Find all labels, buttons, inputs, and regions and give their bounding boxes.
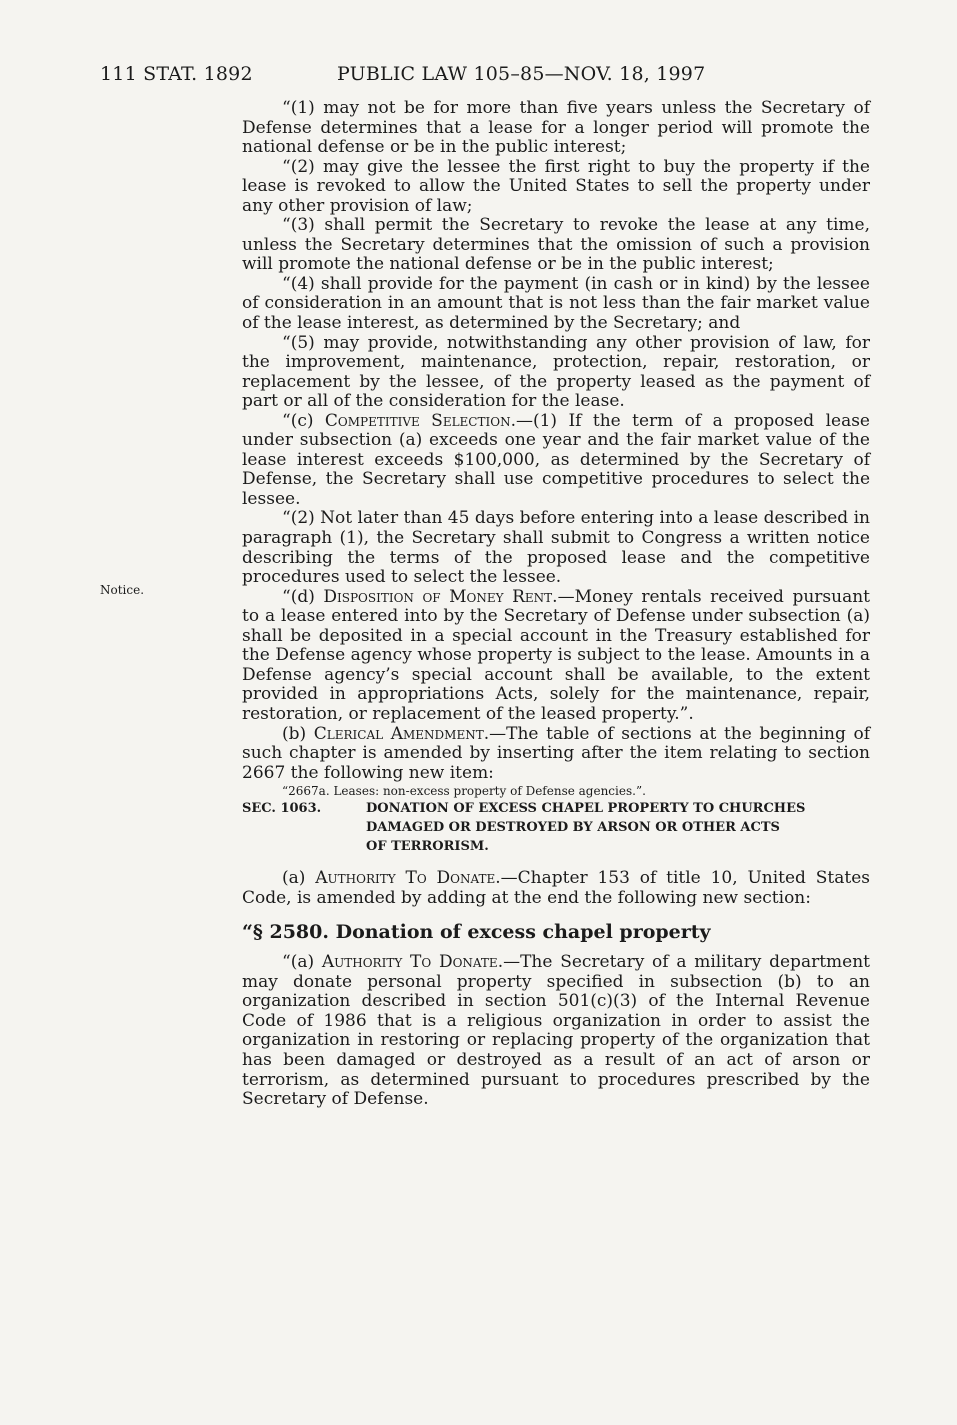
section-title xyxy=(366,799,870,856)
paragraph-5: “(5) may provide, notwithstanding any other provision of law, for the improvement, maintenance, protection, repair, restoration, or replacement by the lessee, of the property leased as the payment of part or all of the consideration for the lease. xyxy=(242,332,870,412)
public-law-citation: PUBLIC LAW 105–85—NOV. 18, 1997 xyxy=(337,63,706,85)
subsection-d-label: “(d) xyxy=(282,586,324,607)
subsection-a-text: .—Chapter 153 of title 10, United States Code, is amended by adding at the end the following new section: xyxy=(242,868,870,908)
section-number: SEC. 1063. xyxy=(242,801,322,817)
subsection-c xyxy=(242,412,870,510)
subsection-a xyxy=(242,869,870,908)
section-title-line-2: DAMAGED OR DESTROYED BY ARSON OR OTHER ACTS xyxy=(366,820,780,836)
new-section-a-label: “(a) xyxy=(282,952,322,973)
paragraph-3: “(3) shall permit the Secretary to revoke the lease at any time, unless the Secretary determines that the omission of such a provision will promote the national defense or be in the public interest; xyxy=(242,215,870,275)
subsection-b-label: (b) xyxy=(282,723,314,744)
paragraph-4: “(4) shall provide for the payment (in cash or in kind) by the lessee of consideration in an amount that is not less than the fair market value of the lease interest, as determined by the Secretary; and xyxy=(242,273,870,334)
stat-citation: 111 STAT. 1892 xyxy=(100,63,253,85)
subsection-a-label: (a) xyxy=(282,868,316,889)
subsection-a-heading: Authority To Donate xyxy=(315,868,496,889)
new-section-a-heading: Authority To Donate xyxy=(321,952,498,973)
subsection-b xyxy=(242,725,870,784)
subsection-b-text: .—The table of sections at the beginning of such chapter is amended by inserting after the item relating to section 2667 the following new item: xyxy=(242,723,870,783)
table-of-sections-entry: “2667a. Leases: non-excess property of Defense agencies.”. xyxy=(282,784,646,799)
section-title-line-3: OF TERRORISM. xyxy=(366,839,489,855)
paragraph-1: “(1) may not be for more than five years unless the Secretary of Defense determines that a lease for a longer period will promote the national defense or be in the public interest; xyxy=(242,98,870,158)
subsection-d-heading: Disposition of Money Rent xyxy=(323,586,553,607)
subsection-c-text: .—(1) If the term of a proposed lease under subsection (a) exceeds one year and the fair market value of the lease interest exceeds $100,000, as determined by the Secretary of Defense, the Secretary shall use competitive procedures to select the lessee. xyxy=(242,410,870,509)
paragraph-2: “(2) may give the lessee the first right to buy the property if the lease is revoked to allow the United States to sell the property under any other provision of law; xyxy=(242,156,870,216)
subsection-d xyxy=(242,588,870,725)
new-section-a-text: .—The Secretary of a military department may donate personal property specified in subsection (b) to an organization described in section 501(c)(3) of the Internal Revenue Code of 1986 that is a religious organization in order to assist the organization in restoring or replacing property of the organization that has been damaged or destroyed as a result of an act of arson or terrorism, as determined pursuant to procedures prescribed by the Secretary of Defense. xyxy=(242,952,870,1110)
document-body xyxy=(242,99,870,1110)
margin-note: Notice. xyxy=(100,583,145,597)
subsection-b-heading: Clerical Amendment xyxy=(313,723,484,744)
subsection-d-text: .—Money rentals received pursuant to a lease entered into by the Secretary of Defense under subsection (a) shall be deposited in a special account in the Treasury established for the Defense agency whose property is subject to the lease. Amounts in a Defense agency’s special account shall be available, to the extent provided in appropriations Acts, solely for the maintenance, repair, restoration, or replacement of the leased property.”. xyxy=(242,586,870,724)
subsection-c-heading: Competitive Selection xyxy=(324,410,511,431)
new-section-subsection-a xyxy=(242,953,870,1109)
section-1063-heading xyxy=(242,799,870,856)
section-title-line-1: DONATION OF EXCESS CHAPEL PROPERTY TO CHURCHES xyxy=(366,801,806,817)
new-section-2580-title: “§ 2580. Donation of excess chapel property xyxy=(242,921,711,944)
subsection-c-paragraph-2: “(2) Not later than 45 days before entering into a lease described in paragraph (1), the Secretary shall submit to Congress a written notice describing the terms of the proposed lease and the competitive procedures used to select the lessee. xyxy=(242,508,870,588)
subsection-c-label: “(c) xyxy=(282,410,325,431)
